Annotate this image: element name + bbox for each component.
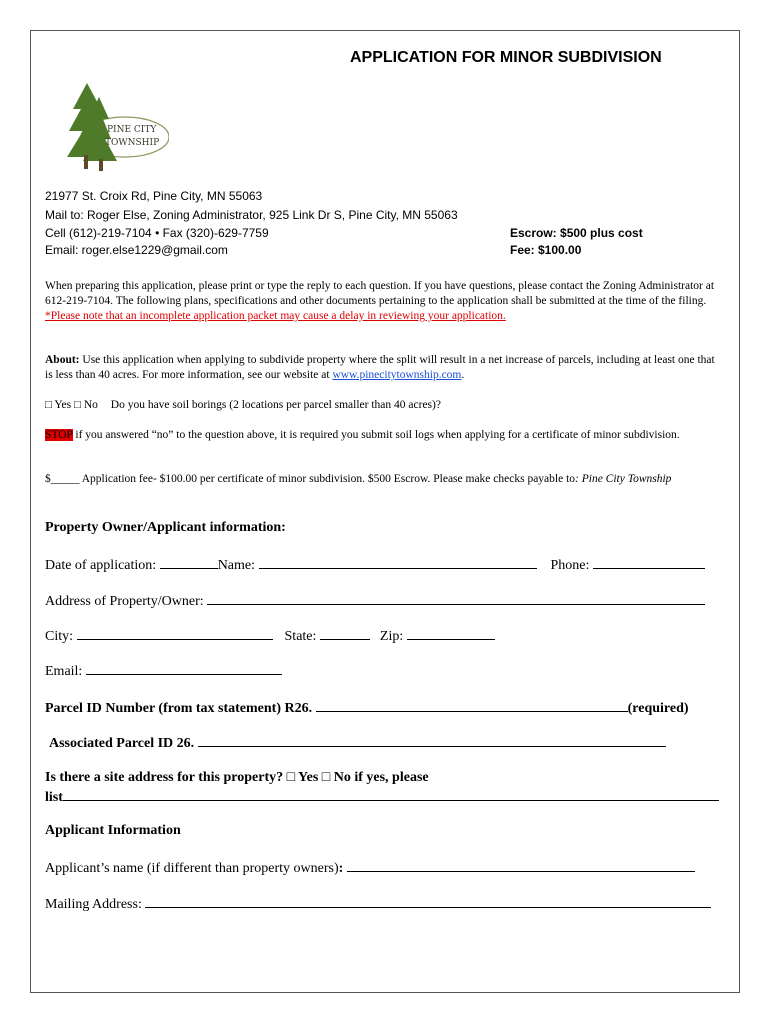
about-paragraph (45, 353, 715, 383)
site-address-field[interactable] (63, 788, 719, 801)
logo-text-line2: TOWNSHIP (105, 138, 160, 148)
email-line: Email: roger.else1229@gmail.com (45, 243, 228, 257)
logo-text-line1: PINE CITY (107, 125, 157, 135)
intro-paragraph (45, 279, 715, 324)
about-label: About: (45, 354, 80, 366)
associated-parcel-row (49, 734, 666, 752)
state-field[interactable] (320, 627, 370, 640)
soil-borings-row (45, 399, 441, 411)
address-row (45, 592, 705, 610)
stop-paragraph (45, 428, 715, 443)
applicant-name-colon: : (338, 861, 344, 876)
pine-city-township-logo (59, 79, 169, 179)
phone-label: Phone: (550, 558, 593, 573)
application-page (30, 30, 740, 993)
payee-name: : Pine City Township (575, 473, 672, 485)
owner-email-label: Email: (45, 664, 86, 679)
owner-section-heading: Property Owner/Applicant information: (45, 520, 286, 535)
applicant-name-label: Applicant’s name (if different than property owners) (45, 861, 339, 876)
parcel-id-row (45, 699, 689, 717)
name-field[interactable] (259, 556, 537, 569)
township-website-link[interactable]: www.pinecitytownship.com (332, 369, 462, 381)
name-label: Name: (217, 558, 259, 573)
fee-amount: Fee: $100.00 (510, 243, 582, 257)
stop-text: if you answered “no” to the question above, it is required you submit soil logs when applying for a certificate of minor subdivision. (72, 429, 680, 441)
phone-field[interactable] (593, 556, 705, 569)
incomplete-warning: *Please note that an incomplete application packet may cause a delay in reviewing your application. (45, 310, 506, 322)
intro-text: When preparing this application, please print or type the reply to each question. If you have questions, please contact the Zoning Administrator at 612-219-7104. The following plans, specifications and other documents pertaining to the application shall be submitted at the time of the filing. (45, 280, 715, 307)
state-label: State: (284, 629, 320, 644)
date-field[interactable] (160, 556, 218, 569)
email-row (45, 662, 282, 680)
associated-parcel-field[interactable] (198, 734, 666, 747)
about-end: . (461, 369, 465, 381)
city-label: City: (45, 629, 77, 644)
city-state-zip-row (45, 627, 495, 645)
escrow-amount: Escrow: $500 plus cost (510, 226, 643, 240)
zip-label: Zip: (379, 629, 407, 644)
mailing-address-row (45, 895, 711, 913)
site-list-label: list (45, 790, 63, 805)
zip-field[interactable] (407, 627, 495, 640)
address-field[interactable] (207, 592, 705, 605)
parcel-id-field[interactable] (316, 699, 628, 712)
associated-parcel-label: Associated Parcel ID 26. (49, 736, 198, 751)
pine-tree-logo-icon (59, 79, 169, 179)
fee-paragraph (45, 472, 715, 487)
mailing-address-field[interactable] (145, 895, 711, 908)
site-address-question[interactable]: Is there a site address for this property? □ Yes □ No if yes, please (45, 770, 429, 785)
date-label: Date of application: (45, 558, 160, 573)
about-text: Use this application when applying to subdivide property where the split will result in a net increase of parcels, including at least one that is less than 40 acres. For more information, see our website at (45, 354, 715, 381)
stop-label: STOP (45, 429, 73, 441)
parcel-required-note: (required) (627, 701, 689, 716)
page-title: APPLICATION FOR MINOR SUBDIVISION (350, 49, 662, 66)
city-field[interactable] (77, 627, 273, 640)
date-name-phone-row (45, 556, 705, 574)
address-label: Address of Property/Owner: (45, 594, 208, 609)
fee-text: $_____ Application fee- $100.00 per certificate of minor subdivision. $500 Escrow. Please make checks payable to (45, 473, 576, 485)
township-address: 21977 St. Croix Rd, Pine City, MN 55063 (45, 189, 263, 203)
site-address-list-row (45, 788, 719, 806)
applicant-section-heading: Applicant Information (45, 823, 181, 838)
cell-fax-line: Cell (612)-219-7104 • Fax (320)-629-7759 (45, 226, 269, 240)
soil-borings-question: Do you have soil borings (2 locations per parcel smaller than 40 acres)? (110, 399, 441, 411)
mailing-address-label: Mailing Address: (45, 897, 146, 912)
mail-to-line: Mail to: Roger Else, Zoning Administrator, 925 Link Dr S, Pine City, MN 55063 (45, 208, 458, 222)
applicant-name-row (45, 859, 695, 877)
soil-yes-no-checkboxes[interactable]: □ Yes □ No (45, 399, 98, 411)
parcel-id-label: Parcel ID Number (from tax statement) R26. (45, 701, 316, 716)
applicant-name-field[interactable] (347, 859, 695, 872)
owner-email-field[interactable] (86, 662, 282, 675)
